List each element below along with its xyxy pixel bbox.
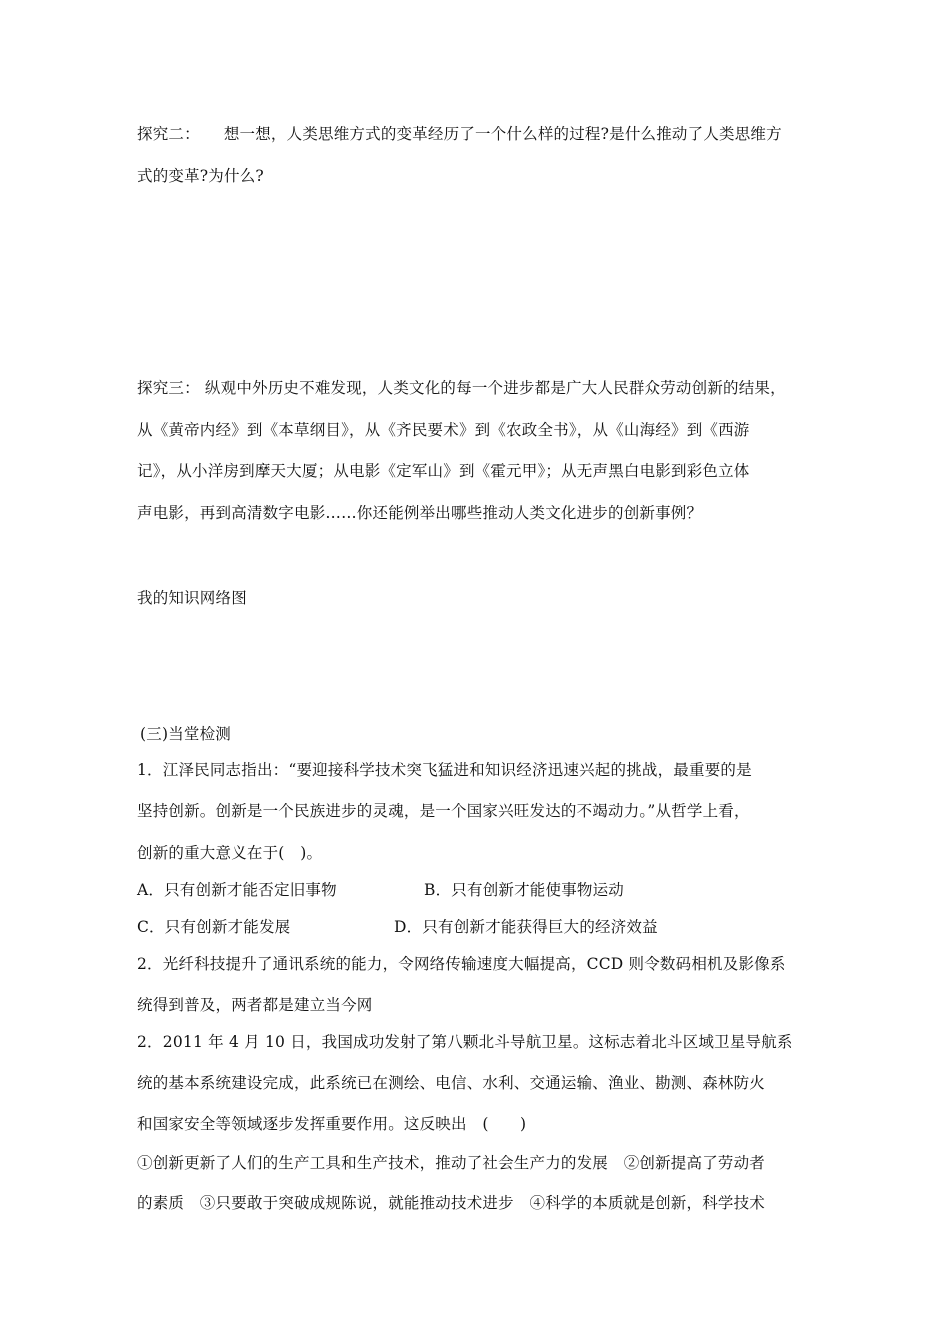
q1-line2: 坚持创新。创新是一个民族进步的灵魂，是一个国家兴旺发达的不竭动力。”从哲学上看， <box>137 802 750 820</box>
q2b-line4: ①创新更新了人们的生产工具和生产技术，推动了社会生产力的发展 ②创新提高了劳动者 <box>137 1154 766 1172</box>
explore2-label: 探究二： <box>137 125 200 143</box>
q2b-line2: 统的基本系统建设完成，此系统已在测绘、电信、水利、交通运输、渔业、勘测、森林防火 <box>137 1074 766 1092</box>
q1-line3: 创新的重大意义在于( )。 <box>137 844 323 862</box>
explore3-line4: 声电影，再到高清数字电影……你还能例举出哪些推动人类文化进步的创新事例？ <box>137 504 703 522</box>
q2b-line3: 和国家安全等领域逐步发挥重要作用。这反映出 ( ) <box>137 1115 527 1133</box>
section3-title: (三)当堂检测 <box>140 725 231 743</box>
q2a-line1: 2．光纤科技提升了通讯系统的能力，令网络传输速度大幅提高，CCD 则令数码相机及影像系 <box>137 955 786 973</box>
explore2-question: 想一想，人类思维方式的变革经历了一个什么样的过程?是什么推动了人类思维方 <box>223 125 782 143</box>
q1-option-c: C．只有创新才能发展 <box>137 918 291 936</box>
q1-option-d: D．只有创新才能获得巨大的经济效益 <box>394 918 658 936</box>
explore2-line2: 式的变革?为什么? <box>137 167 264 185</box>
explore2-line1 <box>137 124 782 144</box>
q1-option-a: A．只有创新才能否定旧事物 <box>137 881 337 899</box>
explore3-line2: 从《黄帝内经》到《本草纲目》，从《齐民要术》到《农政全书》，从《山海经》到《西游 <box>137 421 750 439</box>
q1-line1: 1．江泽民同志指出：“要迎接科学技术突飞猛进和知识经济迅速兴起的挑战，最重要的是 <box>137 761 752 779</box>
q1-option-b: B．只有创新才能使事物运动 <box>424 881 624 899</box>
q2a-line2: 统得到普及，两者都是建立当今网 <box>137 996 373 1014</box>
explore3-line1: 探究三： 纵观中外历史不难发现，人类文化的每一个进步都是广大人民群众劳动创新的结果， <box>137 379 786 397</box>
q2b-line5: 的素质 ③只要敢于突破成规陈说，就能推动技术进步 ④科学的本质就是创新，科学技术 <box>137 1194 766 1212</box>
q2b-line1: 2．2011 年 4 月 10 日，我国成功发射了第八颗北斗导航卫星。这标志着北斗区域卫星导航系 <box>137 1033 793 1051</box>
knowledge-network-title: 我的知识网络图 <box>137 589 247 607</box>
explore3-line3: 记》，从小洋房到摩天大厦；从电影《定军山》到《霍元甲》；从无声黑白电影到彩色立体 <box>137 462 750 480</box>
q1-options-row1 <box>137 880 337 900</box>
